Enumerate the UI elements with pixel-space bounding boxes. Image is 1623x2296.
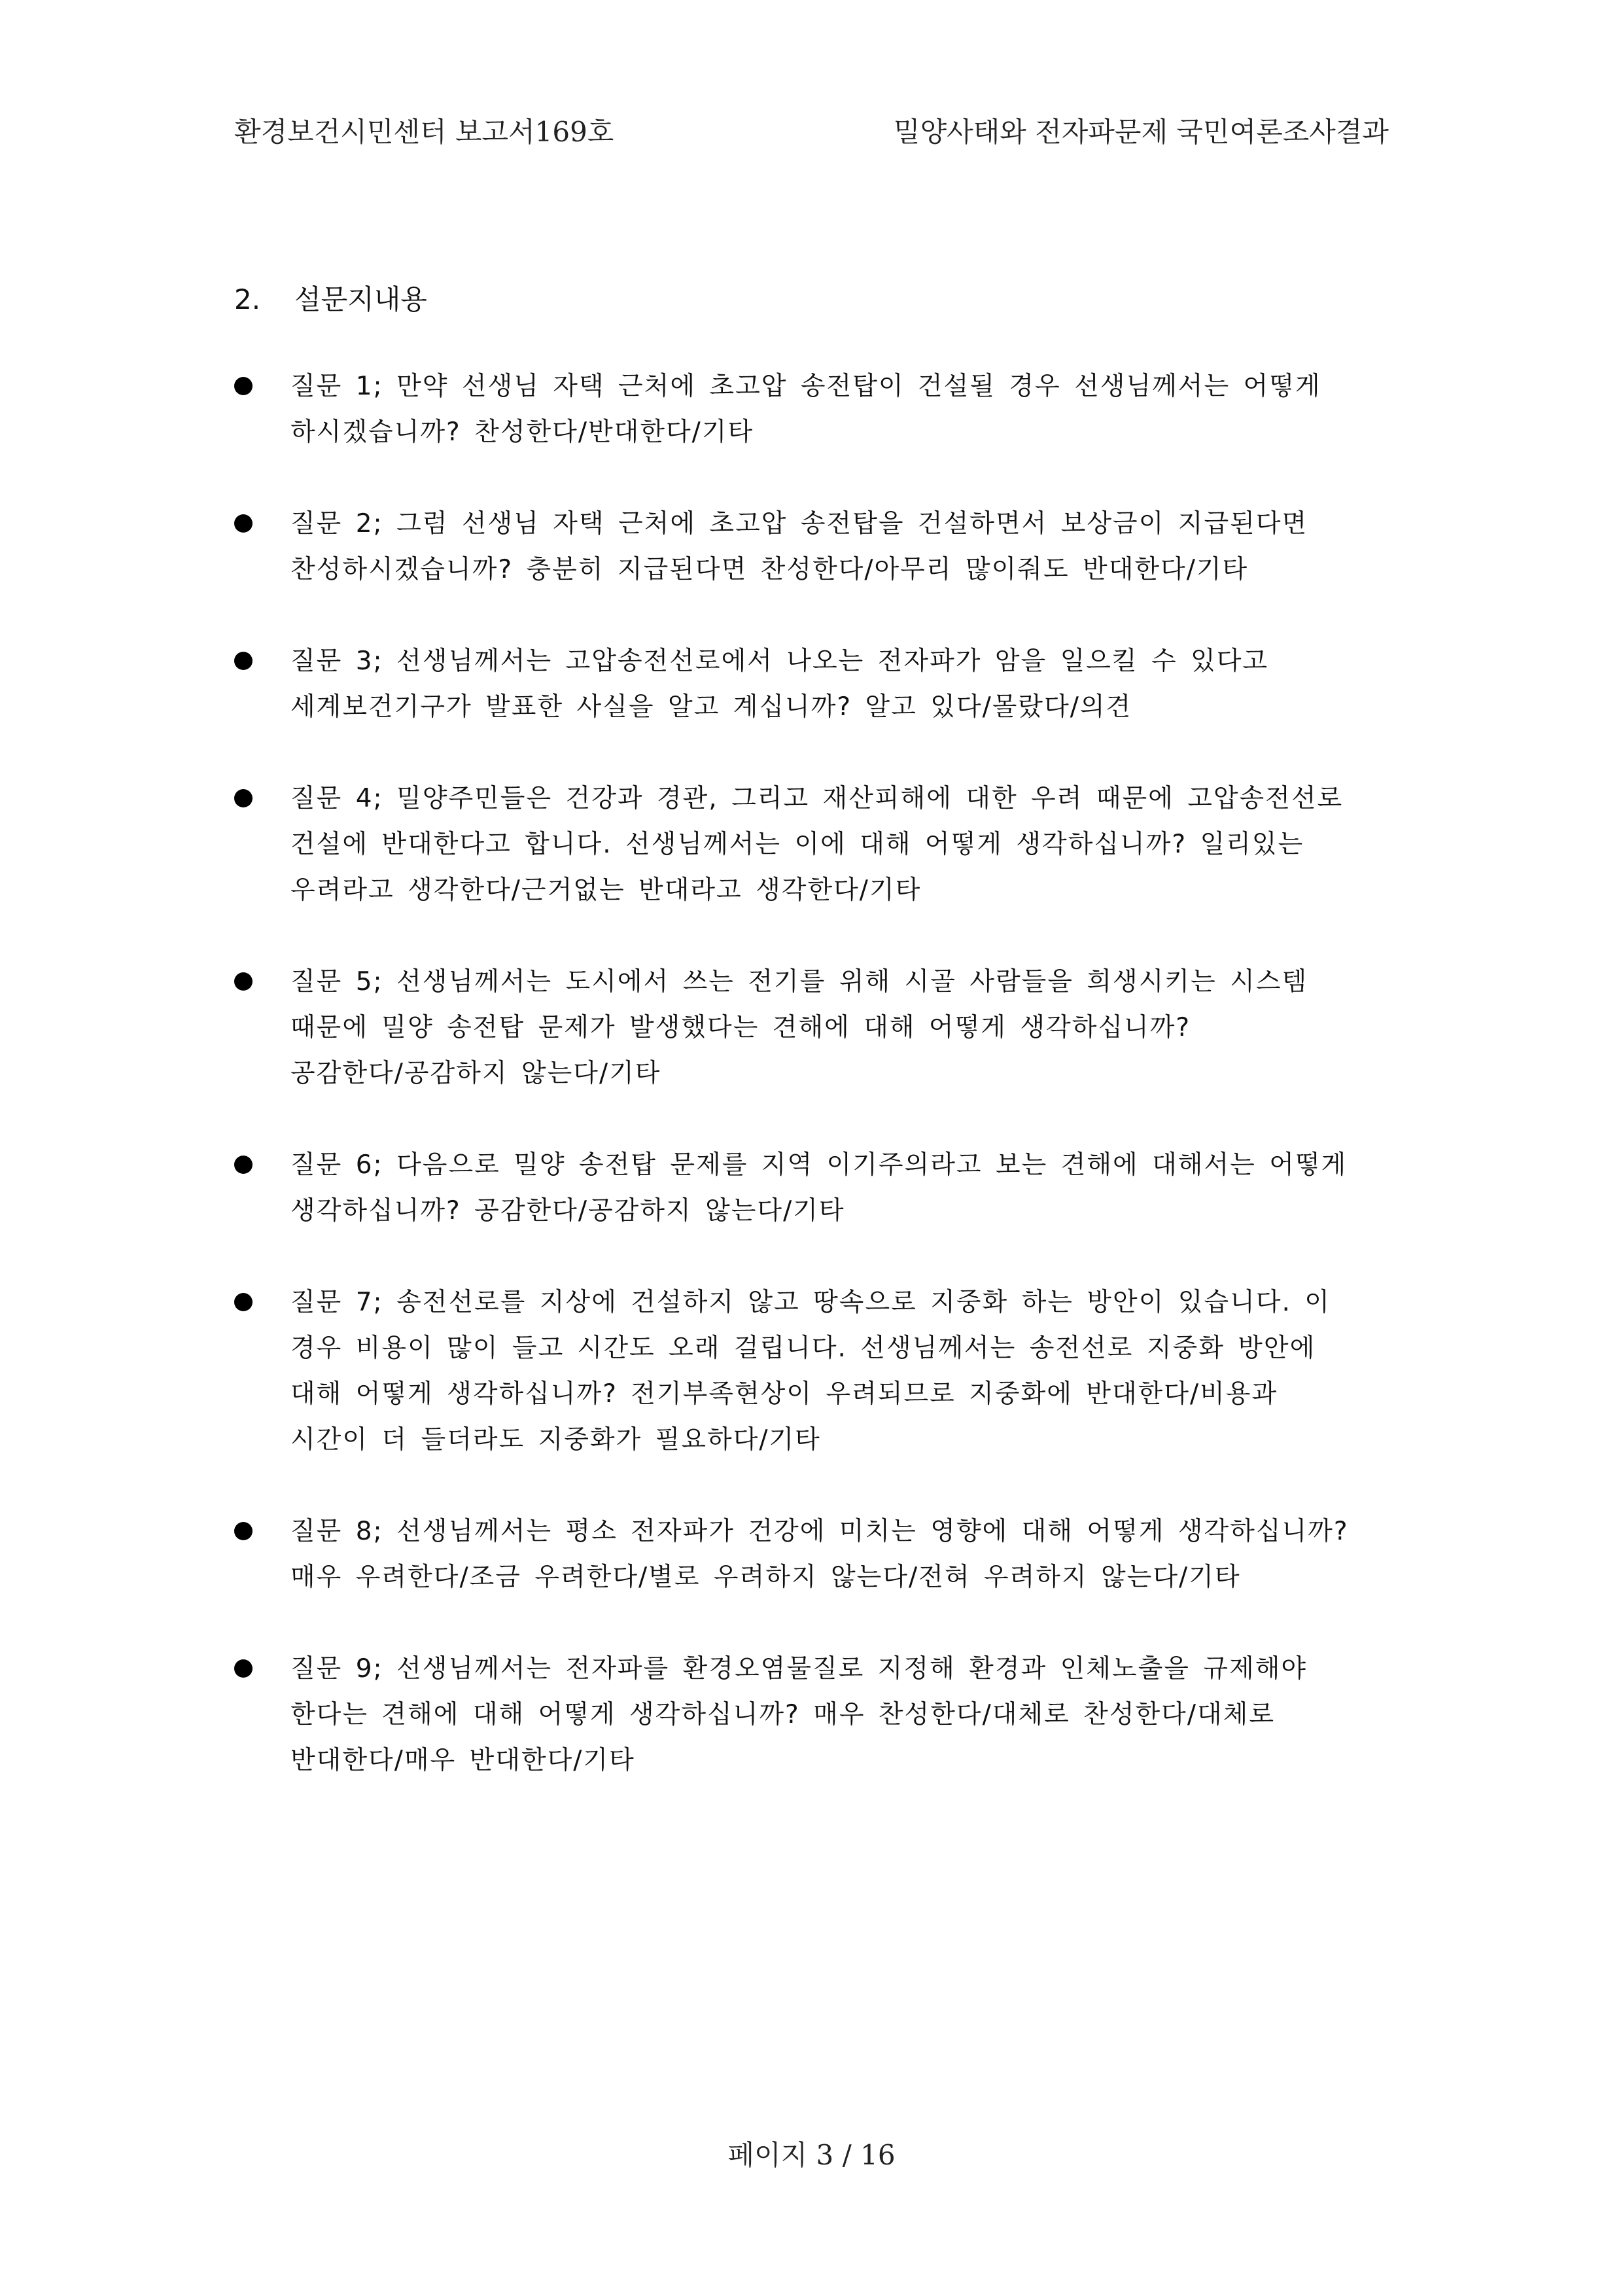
question-text-line: 질문 7; 송전선로를 지상에 건설하지 않고 땅속으로 지중화 하는 방안이 있습니다. 이 xyxy=(290,1288,1331,1317)
bullet-icon xyxy=(234,1522,253,1540)
question-text-line: 질문 8; 선생님께서는 평소 전자파가 건강에 미치는 영향에 대해 어떻게 생각하십니까? xyxy=(290,1517,1349,1546)
bullet-icon xyxy=(234,789,253,807)
question-item xyxy=(234,1509,1412,1600)
question-text-line: 시간이 더 들더라도 지중화가 필요하다/기타 xyxy=(290,1425,821,1455)
question-text-line: 생각하십니까? 공감한다/공감하지 않는다/기타 xyxy=(290,1196,845,1226)
question-item xyxy=(234,1646,1412,1784)
question-text-line: 세계보건기구가 발표한 사실을 알고 계십니까? 알고 있다/몰랐다/의견 xyxy=(290,692,1132,722)
question-text-line: 매우 우려한다/조금 우려한다/별로 우려하지 않는다/전혀 우려하지 않는다/기타 xyxy=(290,1563,1241,1592)
section-title-text: 설문지내용 xyxy=(294,283,427,315)
header-report-title: 환경보건시민센터 보고서169호 xyxy=(234,116,614,148)
section-number: 2. xyxy=(234,283,261,315)
question-text-line: 경우 비용이 많이 들고 시간도 오래 걸립니다. 선생님께서는 송전선로 지중화 방안에 xyxy=(290,1333,1316,1363)
bullet-icon xyxy=(234,514,253,533)
question-item xyxy=(234,776,1412,913)
question-text-line: 하시겠습니까? 찬성한다/반대한다/기타 xyxy=(290,417,754,447)
bullet-icon xyxy=(234,972,253,991)
question-item xyxy=(234,501,1412,593)
bullet-icon xyxy=(234,1156,253,1174)
header-document-title: 밀양사태와 전자파문제 국민여론조사결과 xyxy=(894,116,1389,148)
question-text-line: 질문 9; 선생님께서는 전자파를 환경오염물질로 지정해 환경과 인체노출을 규제해야 xyxy=(290,1654,1308,1684)
question-item xyxy=(234,639,1412,730)
question-text-line: 질문 5; 선생님께서는 도시에서 쓰는 전기를 위해 시골 사람들을 희생시키는 시스템 xyxy=(290,967,1308,997)
question-item xyxy=(234,364,1412,455)
section-heading xyxy=(234,280,427,319)
question-list xyxy=(234,364,1412,1829)
question-item xyxy=(234,959,1412,1097)
bullet-icon xyxy=(234,652,253,670)
question-text-line: 한다는 견해에 대해 어떻게 생각하십니까? 매우 찬성한다/대체로 찬성한다/대체로 xyxy=(290,1700,1276,1729)
question-text-line: 우려라고 생각한다/근거없는 반대라고 생각한다/기타 xyxy=(290,875,922,905)
question-text-line: 공감한다/공감하지 않는다/기타 xyxy=(290,1059,661,1088)
question-item xyxy=(234,1142,1412,1234)
question-text-line: 반대한다/매우 반대한다/기타 xyxy=(290,1746,635,1775)
question-text-line: 질문 6; 다음으로 밀양 송전탑 문제를 지역 이기주의라고 보는 견해에 대해서는 어떻게 xyxy=(290,1150,1348,1180)
question-item xyxy=(234,1280,1412,1463)
question-text-line: 질문 3; 선생님께서는 고압송전선로에서 나오는 전자파가 암을 일으킬 수 있다고 xyxy=(290,646,1269,676)
question-text-line: 질문 1; 만약 선생님 자택 근처에 초고압 송전탑이 건설될 경우 선생님께서는 어떻게 xyxy=(290,372,1321,401)
question-text-line: 때문에 밀양 송전탑 문제가 발생했다는 견해에 대해 어떻게 생각하십니까? xyxy=(290,1013,1191,1042)
page-number: 페이지 3 / 16 xyxy=(727,2139,896,2171)
bullet-icon xyxy=(234,377,253,395)
question-text-line: 질문 2; 그럼 선생님 자택 근처에 초고압 송전탑을 건설하면서 보상금이 지급된다면 xyxy=(290,509,1308,539)
question-text-line: 대해 어떻게 생각하십니까? 전기부족현상이 우려되므로 지중화에 반대한다/비용과 xyxy=(290,1379,1278,1409)
bullet-icon xyxy=(234,1659,253,1678)
question-text-line: 질문 4; 밀양주민들은 건강과 경관, 그리고 재산피해에 대한 우려 때문에 고압송전선로 xyxy=(290,784,1344,813)
bullet-icon xyxy=(234,1293,253,1311)
question-text-line: 건설에 반대한다고 합니다. 선생님께서는 이에 대해 어떻게 생각하십니까? 일리있는 xyxy=(290,830,1304,859)
question-text-line: 찬성하시겠습니까? 충분히 지급된다면 찬성한다/아무리 많이줘도 반대한다/기타 xyxy=(290,555,1249,584)
